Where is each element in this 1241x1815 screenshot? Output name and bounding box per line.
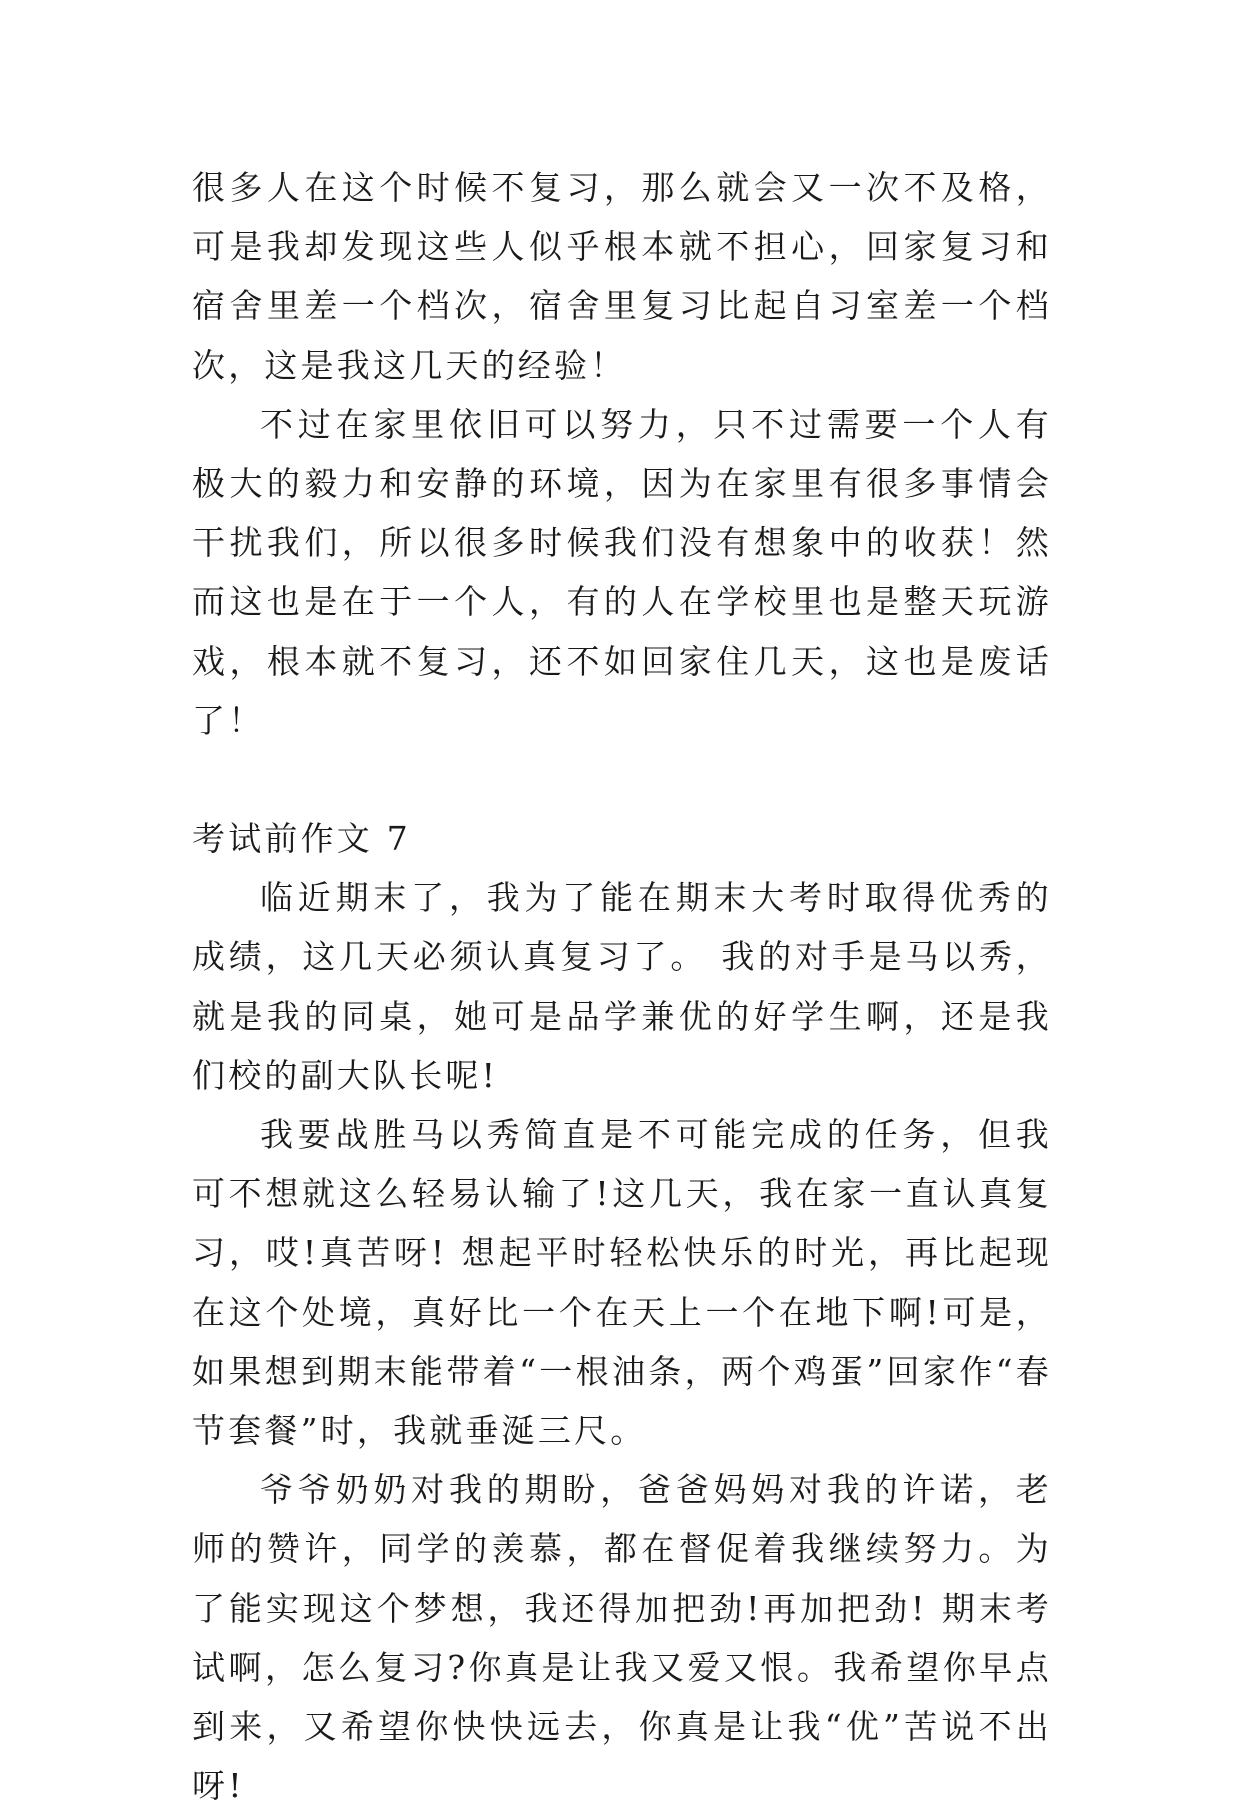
paragraph-continued: 很多人在这个时候不复习，那么就会又一次不及格，可是我却发现这些人似乎根本就不担心，回家复习和宿舍里差一个档次，宿舍里复习比起自习室差一个档次，这是我这几天的经验！ [192, 168, 1052, 385]
paragraph: 不过在家里依旧可以努力，只不过需要一个人有极大的毅力和安静的环境，因为在家里有很多事情会干扰我们，所以很多时候我们没有想象中的收获！然而这也是在于一个人，有的人在学校里也是整天玩游戏，根本就不复习，还不如回家住几天，这也是废话了！ [192, 404, 1052, 740]
paragraph: 爷爷奶奶对我的期盼，爸爸妈妈对我的许诺，老师的赞许，同学的羡慕，都在督促着我继续努力。为了能实现这个梦想，我还得加把劲!再加把劲! 期末考试啊，怎么复习?你真是让我又爱又恨。我希望你早点到来，又希望你快快远去，你真是让我“优”苦说不出呀! [192, 1470, 1052, 1806]
section-heading: 考试前作文 7 [192, 819, 411, 859]
paragraph: 临近期末了，我为了能在期末大考时取得优秀的成绩，这几天必须认真复习了。 我的对手是马以秀，就是我的同桌，她可是品学兼优的好学生啊，还是我们校的副大队长呢! [192, 878, 1052, 1095]
paragraph: 我要战胜马以秀简直是不可能完成的任务，但我可不想就这么轻易认输了!这几天，我在家一直认真复习，哎!真苦呀! 想起平时轻松快乐的时光，再比起现在这个处境，真好比一个在天上一个在地下啊!可是，如果想到期末能带着“一根油条，两个鸡蛋”回家作“春节套餐”时，我就垂涎三尺。 [192, 1115, 1052, 1451]
document-body [192, 158, 1052, 1815]
